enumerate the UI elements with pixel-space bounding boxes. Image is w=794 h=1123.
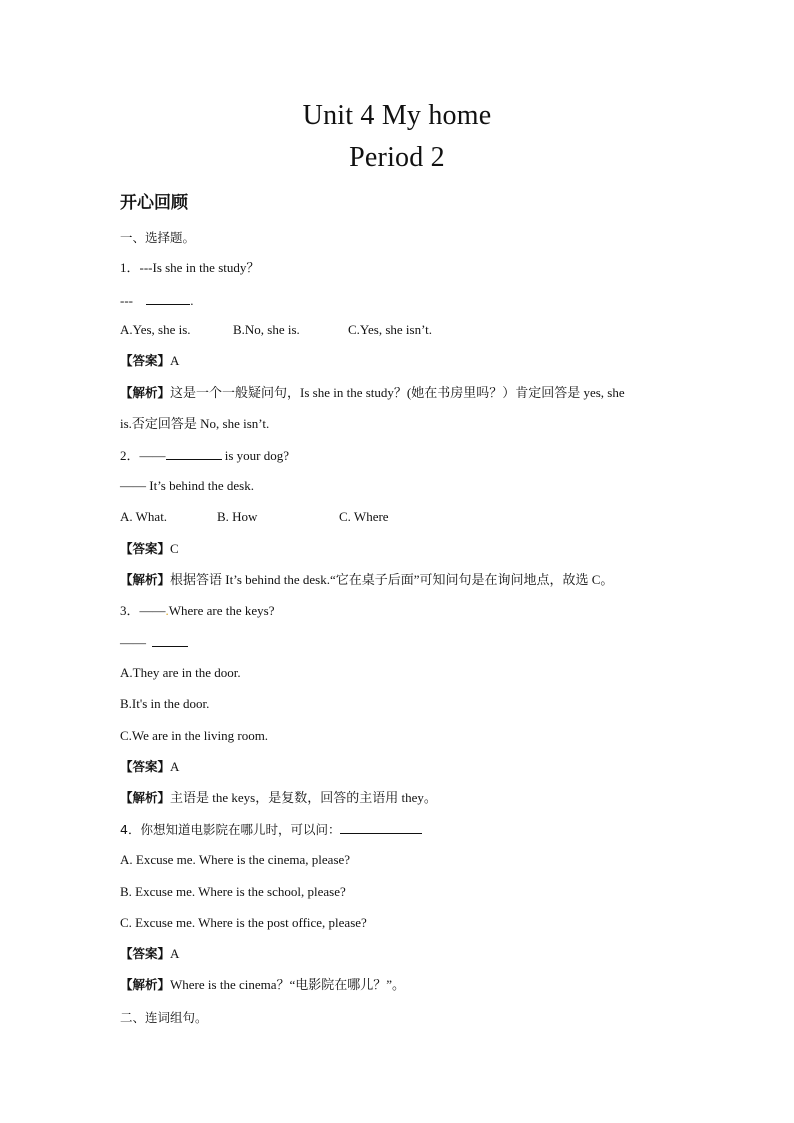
- answer-tag: 【答案】: [120, 541, 171, 556]
- q4-option-a: A. Excuse me. Where is the cinema, please?: [120, 852, 351, 867]
- q2-option-c: C. Where: [339, 509, 389, 524]
- answer-tag: 【答案】: [120, 946, 171, 961]
- q1-answer-value: A: [170, 353, 180, 368]
- q2-answer: [120, 540, 179, 558]
- q1-options: [120, 321, 432, 339]
- q2-option-b: B. How: [217, 509, 258, 524]
- q2-answer-blank: [166, 446, 222, 460]
- analysis-tag: 【解析】: [120, 572, 171, 587]
- q2-stem: [120, 446, 289, 465]
- q2-option-a: A. What.: [120, 509, 168, 524]
- analysis-tag: 【解析】: [120, 385, 171, 400]
- q2-options: [120, 508, 389, 526]
- q1-answer-blank: [146, 291, 190, 305]
- q3-option-a: A.They are in the door.: [120, 665, 241, 680]
- section1-title: 一、选择题。: [120, 230, 196, 245]
- q3-analysis: [120, 789, 437, 807]
- answer-tag: 【答案】: [120, 759, 171, 774]
- q2-stem-suffix: is your dog?: [221, 448, 290, 463]
- q4-analysis-text: Where is the cinema？“电影院在哪儿？”。: [170, 977, 406, 992]
- q1-reply: --- .: [120, 293, 194, 308]
- q1-option-c: C.Yes, she isn’t.: [348, 322, 433, 337]
- q1-analysis-text1: 这是一个一般疑问句，Is she in the study？(她在书房里吗？）肯定回答是 yes, she: [170, 385, 625, 400]
- q4-answer-value: A: [170, 946, 180, 961]
- answer-tag: 【答案】: [120, 353, 171, 368]
- q2-stem-prefix: 2．——: [120, 448, 166, 463]
- analysis-tag: 【解析】: [120, 790, 171, 805]
- section2-title: 二、连词组句。: [120, 1010, 208, 1025]
- q2-answer-value: C: [170, 541, 179, 556]
- document-title: Unit 4 My home: [302, 100, 492, 131]
- q1-answer: [120, 352, 179, 370]
- q1-analysis-line1: [120, 384, 625, 402]
- q3-answer: [120, 758, 179, 776]
- q1-option-b: B.No, she is.: [233, 322, 300, 337]
- q4-option-c: C. Excuse me. Where is the post office, please?: [120, 915, 367, 930]
- q3-reply: [120, 633, 188, 652]
- q3-answer-blank: [152, 633, 188, 647]
- q1-reply-prefix: ---: [120, 293, 133, 308]
- q4-stem-text: 4．你想知道电影院在哪儿时，可以问：: [120, 822, 341, 837]
- q3-stem: [120, 602, 275, 620]
- document-subtitle: Period 2: [349, 142, 445, 173]
- q4-stem: [120, 820, 422, 839]
- q3-analysis-text: 主语是 the keys，是复数，回答的主语用 they。: [170, 790, 437, 805]
- q3-stem-suffix: Where are the keys?: [168, 603, 275, 618]
- q3-option-c: C.We are in the living room.: [120, 728, 269, 743]
- q1-stem: 1．---Is she in the study？: [120, 260, 260, 275]
- section-heading: 开心回顾: [120, 193, 188, 213]
- q3-stem-mark: .: [165, 603, 169, 618]
- q4-answer-blank: [340, 820, 422, 834]
- q2-analysis: [120, 571, 613, 589]
- q4-analysis: [120, 976, 405, 994]
- q2-analysis-text: 根据答语 It’s behind the desk.“它在桌子后面”可知问句是在询问地点，故选 C。: [170, 572, 614, 587]
- q1-option-a: A.Yes, she is.: [120, 322, 191, 337]
- q3-reply-prefix: ——: [120, 635, 146, 650]
- q4-option-b: B. Excuse me. Where is the school, please?: [120, 884, 346, 899]
- q3-stem-prefix: 3．——: [120, 603, 166, 618]
- q4-answer: [120, 945, 179, 963]
- q3-answer-value: A: [170, 759, 180, 774]
- q3-option-b: B.It's in the door.: [120, 696, 210, 711]
- q2-reply: —— It’s behind the desk.: [120, 478, 254, 493]
- analysis-tag: 【解析】: [120, 977, 171, 992]
- q1-analysis-line2: is.否定回答是 No, she isn’t.: [120, 416, 270, 431]
